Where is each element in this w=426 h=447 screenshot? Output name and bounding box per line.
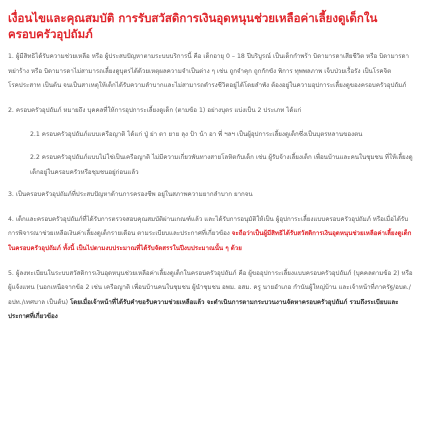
condition-2-1: 2.1 ครอบครัวอุปถัมภ์แบบเครือญาติ ได้แก่ ปู่ ย่า ตา ยาย ลุง ป้า น้า อา พี่ ฯลฯ เป็นผู้อุปการะเลี้ยงดูเด็กซึ่งเป็นบุตรหลานของตน: [30, 131, 363, 139]
condition-1: 1. ผู้มีสิทธิได้รับความช่วยเหลือ หรือ ผู้ประสบปัญหาตามระบบบริการนี้ คือ เด็กอายุ 0 – 18 ปีบริบูรณ์ เป็นเด็กกำพร้า บิดามารดาเสียชีวิต หรือ บิดามารดาหย่าร้าง หรือ บิดามารดาไม่สามารถเลี้ยงดูบุตรได้ด้วยเหตุผลความจำเป็นต่าง ๆ เช่น ถูกจำคุก ถูกกักขัง พิการ ทุพพลภาพ เจ็บป่วยเรื้อรัง เป็นโรคจิตโรคประสาท เป็นต้น จนเป็นสาเหตุให้เด็กได้รับความลำบากและไม่สามารถดำรงชีวิตอยู่ได้โดยลำพัง ต้องอยู่ในความอุปการะเลี้ยงดูของครอบครัวอุปถัมภ์: [8, 53, 410, 90]
condition-5-highlight: โดยเมื่อเจ้าหน้าที่ได้รับคำขอรับความช่วยเหลือแล้ว จะดำเนินการตามกระบวนงานจัดหาครอบครัวอุปถัมภ์ รวมถึงระเบียบและประกาศที่เกี่ยวข้อง: [8, 298, 399, 321]
page-title: เงื่อนไขและคุณสมบัติ การรับสวัสดิการเงินอุดหนุนช่วยเหลือค่าเลี้ยงดูเด็กในครอบครัวอุปถัมภ์: [8, 11, 378, 41]
condition-2-2: 2.2 ครอบครัวอุปถัมภ์แบบไม่ใช่เป็นเครือญาติ ไม่มีความเกี่ยวพันทางสายโลหิตกับเด็ก เช่น ผู้รับจ้างเลี้ยงเด็ก เพื่อนบ้านและคนในชุมชน ที่ให้เลี้ยงดูเด็กอยู่ในครอบครัวหรือชุมชนอยู่ก่อนแล้ว: [30, 153, 413, 176]
condition-5-text: 5. ผู้ลงทะเบียนในระบบสวัสดิการเงินอุดหนุนช่วยเหลือค่าเลี้ยงดูเด็กในครอบครัวอุปถัมภ์ คือ ผู้ขออุปการะเลี้ยงแบบครอบครัวอุปถัมภ์ (บุคคลตามข้อ 2) หรือ ผู้แจ้งแทน (นอกเหนือจากข้อ 2 เช่น เครือญาติ เพื่อนบ้านคนในชุมชน ผู้นำชุมชน อพม. อสม. ครู นายอำเภอ กำนันผู้ใหญ่บ้าน และเจ้าหน้าที่ภาครัฐ/อบต./อปท./เทศบาล เป็นต้น): [8, 269, 413, 306]
condition-2: 2. ครอบครัวอุปถัมภ์ หมายถึง บุคคลที่ให้การอุปการะเลี้ยงดูเด็ก (ตามข้อ 1) อย่างบุตร แบ่งเป็น 2 ประเภท ได้แก่: [8, 106, 302, 114]
condition-4-text: 4. เด็กและครอบครัวอุปถัมภ์ที่ได้รับการตรวจสอบคุณสมบัติผ่านเกณฑ์แล้ว และได้รับการอนุมัติให้เป็น ผู้อุปการะเลี้ยงแบบครอบครัวอุปถัมภ์ หรือเมื่อได้รับการพิจารณาช่วยเหลือเงินค่าเลี้ยงดูเด็กรายเดือน ตามระเบียบและประกาศที่เกี่ยวข้อง: [8, 215, 409, 238]
condition-4-highlight: จะถือว่าเป็นผู้มีสิทธิได้รับสวัสดิการเงินอุดหนุนช่วยเหลือค่าเลี้ยงดูเด็ก ในครอบครัวอุปถัมภ์ ทั้งนี้ เป็นไปตามงบประมาณที่ได้รับจัดสรรในปีงบประมาณนั้น ๆ ด้วย: [8, 230, 412, 252]
condition-3: 3. เป็นครอบครัวอุปถัมภ์ที่ประสบปัญหาด้านการครองชีพ อยู่ในสภาพความยากลำบาก ยากจน: [8, 191, 253, 199]
condition-5: [8, 267, 418, 325]
condition-4: [8, 213, 418, 257]
